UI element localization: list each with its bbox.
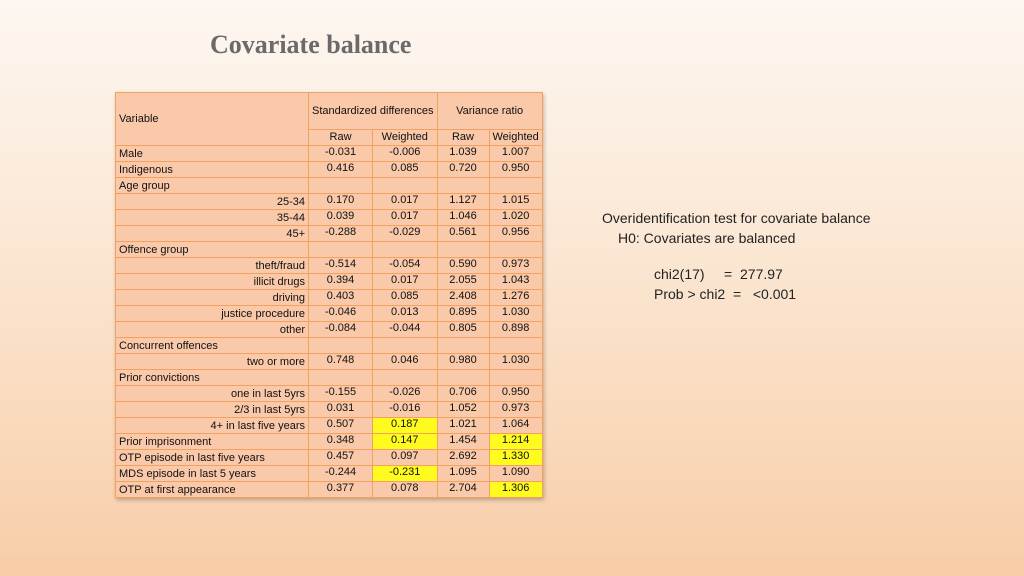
raw-vr-cell: 1.127: [437, 194, 489, 210]
row-label: justice procedure: [116, 306, 309, 322]
weighted-std-cell: 0.085: [373, 290, 437, 306]
test-heading: Overidentification test for covariate balance: [602, 210, 871, 226]
raw-vr-cell: 1.052: [437, 402, 489, 418]
weighted-std-cell: 0.097: [373, 450, 437, 466]
weighted-std-cell: -0.054: [373, 258, 437, 274]
weighted-vr-cell: 1.214: [489, 434, 542, 450]
weighted-std-cell: [373, 338, 437, 354]
weighted-vr-cell: 1.306: [489, 482, 542, 498]
weighted-vr-cell: 1.030: [489, 354, 542, 370]
raw-std-cell: -0.288: [309, 226, 373, 242]
prob-value: <0.001: [752, 286, 797, 302]
weighted-vr-cell: [489, 178, 542, 194]
raw-vr-cell: [437, 338, 489, 354]
row-label: OTP at first appearance: [116, 482, 309, 498]
raw-vr-cell: [437, 370, 489, 386]
table-row: [116, 178, 543, 194]
raw-vr-cell: [437, 242, 489, 258]
table-body: [116, 146, 543, 498]
raw-std-cell: 0.507: [309, 418, 373, 434]
raw-vr-cell: 1.454: [437, 434, 489, 450]
raw-std-cell: [309, 338, 373, 354]
raw-vr-header: Raw: [437, 130, 489, 146]
row-label: Male: [116, 146, 309, 162]
weighted-vr-header: Weighted: [489, 130, 542, 146]
prob-stat: [654, 284, 870, 304]
weighted-vr-cell: [489, 370, 542, 386]
table-row: [116, 146, 543, 162]
raw-vr-cell: [437, 178, 489, 194]
row-label: driving: [116, 290, 309, 306]
row-label: Prior convictions: [116, 370, 309, 386]
weighted-vr-cell: 0.973: [489, 258, 542, 274]
raw-vr-cell: 2.692: [437, 450, 489, 466]
prob-equals: =: [733, 286, 742, 302]
raw-std-cell: -0.244: [309, 466, 373, 482]
row-label: OTP episode in last five years: [116, 450, 309, 466]
raw-vr-cell: 0.561: [437, 226, 489, 242]
weighted-std-cell: -0.029: [373, 226, 437, 242]
table-row: [116, 306, 543, 322]
weighted-std-cell: [373, 242, 437, 258]
raw-std-cell: 0.394: [309, 274, 373, 290]
weighted-vr-cell: [489, 242, 542, 258]
raw-std-cell: -0.514: [309, 258, 373, 274]
table-row: [116, 482, 543, 498]
raw-vr-cell: 1.021: [437, 418, 489, 434]
chi2-label: chi2(17): [654, 266, 705, 282]
chi2-value: 277.97: [740, 266, 783, 282]
table-row: [116, 210, 543, 226]
table-row: [116, 242, 543, 258]
row-label: 35-44: [116, 210, 309, 226]
table-row: [116, 338, 543, 354]
covariate-balance-table: [115, 92, 543, 498]
weighted-vr-cell: 1.030: [489, 306, 542, 322]
raw-vr-cell: 0.805: [437, 322, 489, 338]
raw-std-cell: 0.748: [309, 354, 373, 370]
raw-vr-cell: 1.095: [437, 466, 489, 482]
overid-test-panel: [602, 208, 870, 304]
weighted-std-cell: -0.016: [373, 402, 437, 418]
weighted-std-cell: 0.187: [373, 418, 437, 434]
raw-std-cell: [309, 242, 373, 258]
weighted-std-cell: 0.017: [373, 274, 437, 290]
variance-ratio-header: Variance ratio: [437, 93, 542, 130]
raw-std-cell: 0.403: [309, 290, 373, 306]
row-label: 2/3 in last 5yrs: [116, 402, 309, 418]
row-label: 25-34: [116, 194, 309, 210]
weighted-vr-cell: 1.064: [489, 418, 542, 434]
weighted-vr-cell: 1.276: [489, 290, 542, 306]
weighted-std-cell: -0.044: [373, 322, 437, 338]
weighted-vr-cell: 0.956: [489, 226, 542, 242]
weighted-std-cell: [373, 178, 437, 194]
raw-std-cell: 0.039: [309, 210, 373, 226]
row-label: MDS episode in last 5 years: [116, 466, 309, 482]
weighted-std-cell: [373, 370, 437, 386]
weighted-std-cell: 0.046: [373, 354, 437, 370]
row-label: Age group: [116, 178, 309, 194]
weighted-vr-cell: 0.898: [489, 322, 542, 338]
raw-vr-cell: 0.706: [437, 386, 489, 402]
raw-std-cell: 0.031: [309, 402, 373, 418]
table-row: [116, 354, 543, 370]
table-row: [116, 226, 543, 242]
table-row: [116, 194, 543, 210]
table-row: [116, 322, 543, 338]
raw-vr-cell: 0.895: [437, 306, 489, 322]
table-row: [116, 274, 543, 290]
slide-title: Covariate balance: [210, 30, 412, 59]
table-row: [116, 370, 543, 386]
chi2-equals: =: [724, 266, 733, 282]
row-label: Indigenous: [116, 162, 309, 178]
raw-std-cell: 0.348: [309, 434, 373, 450]
weighted-vr-cell: 1.007: [489, 146, 542, 162]
raw-std-cell: -0.031: [309, 146, 373, 162]
table-row: [116, 418, 543, 434]
weighted-vr-cell: 0.950: [489, 386, 542, 402]
raw-vr-cell: 0.590: [437, 258, 489, 274]
table-row: [116, 466, 543, 482]
table-row: [116, 402, 543, 418]
raw-std-cell: [309, 178, 373, 194]
null-hypothesis: H0: Covariates are balanced: [618, 230, 796, 246]
chi2-stat: [654, 264, 870, 284]
weighted-vr-cell: 1.330: [489, 450, 542, 466]
raw-std-cell: 0.170: [309, 194, 373, 210]
raw-std-cell: -0.155: [309, 386, 373, 402]
table-header-row: [116, 93, 543, 130]
raw-std-header: Raw: [309, 130, 373, 146]
row-label: Concurrent offences: [116, 338, 309, 354]
test-statistics: [602, 264, 870, 304]
raw-std-cell: [309, 370, 373, 386]
table-row: [116, 258, 543, 274]
weighted-std-cell: 0.013: [373, 306, 437, 322]
raw-vr-cell: 1.039: [437, 146, 489, 162]
weighted-std-cell: 0.147: [373, 434, 437, 450]
weighted-std-cell: 0.017: [373, 210, 437, 226]
row-label: Offence group: [116, 242, 309, 258]
weighted-std-cell: 0.078: [373, 482, 437, 498]
weighted-vr-cell: 1.015: [489, 194, 542, 210]
table-row: [116, 290, 543, 306]
std-diff-header: Standardized differences: [309, 93, 438, 130]
row-label: 4+ in last five years: [116, 418, 309, 434]
weighted-vr-cell: 1.043: [489, 274, 542, 290]
row-label: Prior imprisonment: [116, 434, 309, 450]
raw-vr-cell: 1.046: [437, 210, 489, 226]
row-label: 45+: [116, 226, 309, 242]
raw-std-cell: 0.457: [309, 450, 373, 466]
table-row: [116, 386, 543, 402]
weighted-std-cell: -0.006: [373, 146, 437, 162]
raw-std-cell: 0.377: [309, 482, 373, 498]
table-row: [116, 162, 543, 178]
raw-vr-cell: 2.704: [437, 482, 489, 498]
prob-label: Prob > chi2: [654, 286, 726, 302]
weighted-std-cell: -0.231: [373, 466, 437, 482]
raw-vr-cell: 0.720: [437, 162, 489, 178]
weighted-std-header: Weighted: [373, 130, 437, 146]
raw-vr-cell: 2.055: [437, 274, 489, 290]
raw-vr-cell: 2.408: [437, 290, 489, 306]
row-label: theft/fraud: [116, 258, 309, 274]
weighted-std-cell: 0.085: [373, 162, 437, 178]
table-row: [116, 450, 543, 466]
row-label: two or more: [116, 354, 309, 370]
raw-std-cell: -0.046: [309, 306, 373, 322]
raw-vr-cell: 0.980: [437, 354, 489, 370]
row-label: illicit drugs: [116, 274, 309, 290]
weighted-vr-cell: 1.090: [489, 466, 542, 482]
weighted-vr-cell: 1.020: [489, 210, 542, 226]
raw-std-cell: 0.416: [309, 162, 373, 178]
row-label: one in last 5yrs: [116, 386, 309, 402]
row-label: other: [116, 322, 309, 338]
weighted-std-cell: 0.017: [373, 194, 437, 210]
weighted-std-cell: -0.026: [373, 386, 437, 402]
variable-header: Variable: [116, 93, 309, 146]
weighted-vr-cell: 0.973: [489, 402, 542, 418]
weighted-vr-cell: [489, 338, 542, 354]
raw-std-cell: -0.084: [309, 322, 373, 338]
weighted-vr-cell: 0.950: [489, 162, 542, 178]
table-row: [116, 434, 543, 450]
